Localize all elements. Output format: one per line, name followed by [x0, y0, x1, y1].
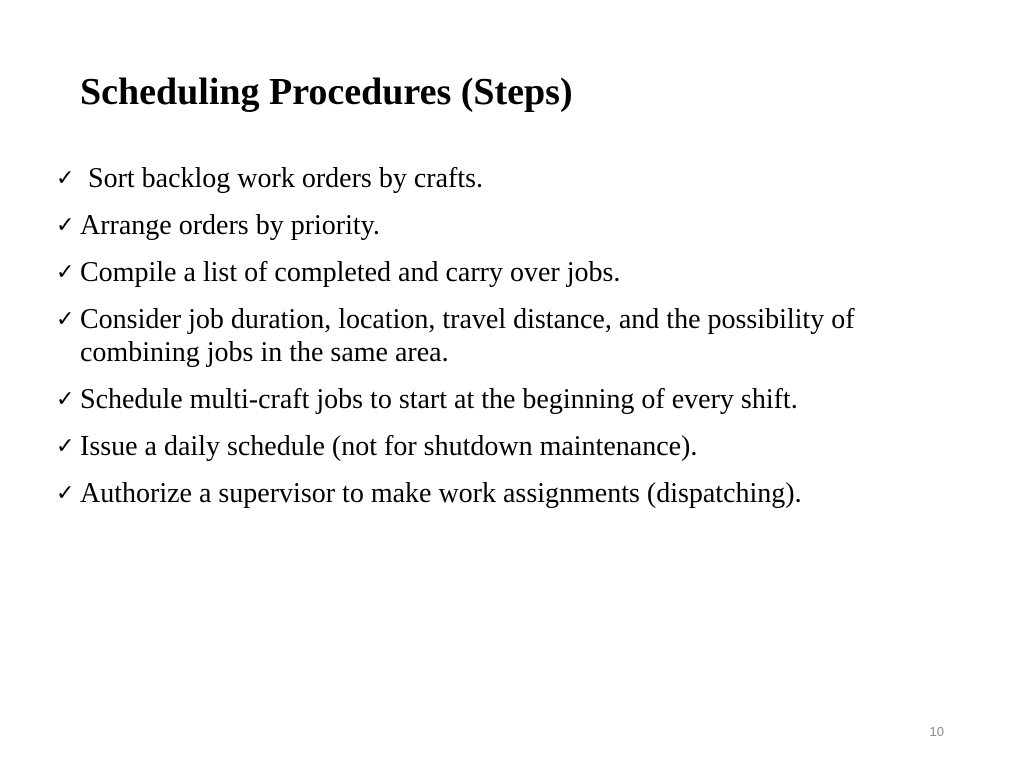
bullet-text: Authorize a supervisor to make work assignments (dispatching). [80, 478, 802, 509]
bullet-list [56, 162, 936, 524]
checkmark-icon: ✓ [56, 260, 75, 285]
list-item [56, 162, 936, 195]
checkmark-icon: ✓ [56, 387, 75, 412]
bullet-text: Compile a list of completed and carry over jobs. [80, 257, 621, 288]
bullet-text: Schedule multi-craft jobs to start at the beginning of every shift. [80, 384, 798, 415]
checkmark-icon: ✓ [56, 166, 75, 191]
slide-title: Scheduling Procedures (Steps) [80, 71, 573, 113]
list-item [56, 383, 936, 416]
list-item [56, 256, 936, 289]
bullet-text: Sort backlog work orders by crafts. [88, 163, 484, 194]
checkmark-icon: ✓ [56, 481, 75, 506]
checkmark-icon: ✓ [56, 434, 75, 459]
checkmark-icon: ✓ [56, 213, 75, 238]
checkmark-icon: ✓ [56, 307, 75, 332]
page-number: 10 [929, 724, 944, 739]
bullet-text: Arrange orders by priority. [80, 210, 380, 241]
list-item [56, 477, 936, 510]
list-item [56, 209, 936, 242]
bullet-text: Consider job duration, location, travel distance, and the possibility of combining jobs in the same area. [80, 304, 855, 368]
list-item [56, 303, 936, 369]
list-item [56, 430, 936, 463]
bullet-text: Issue a daily schedule (not for shutdown maintenance). [80, 431, 698, 462]
